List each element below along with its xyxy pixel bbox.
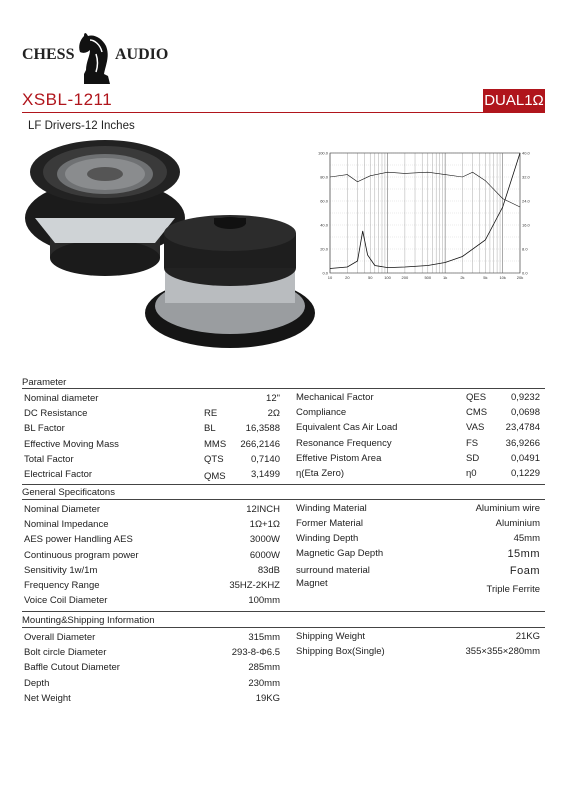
y-right-tick: 16.0 <box>522 222 530 228</box>
param-symbol: BL <box>204 423 216 435</box>
param-label: BL Factor <box>24 423 65 435</box>
param-symbol: RE <box>204 408 218 420</box>
brand-logo <box>22 30 169 90</box>
mounting-heading: Mounting&Shipping Information <box>22 615 155 626</box>
spec-value: 1Ω+1Ω <box>249 519 280 531</box>
x-tick: 2k <box>460 275 465 280</box>
spec-value: Triple Ferrite <box>486 584 540 595</box>
mount-label: Shipping Box(Single) <box>296 646 385 658</box>
y-right-tick: 8.0 <box>522 246 528 252</box>
param-symbol: SD <box>466 452 480 464</box>
param-value: 36,9266 <box>505 437 540 449</box>
spec-value: 3000W <box>249 534 280 546</box>
param-value: 3,1499 <box>250 469 280 480</box>
y-left-tick: 0.0 <box>322 270 328 276</box>
spec-label: Former Material <box>296 518 364 529</box>
mount-value: 21KG <box>515 631 540 642</box>
spec-value: 15mm <box>507 548 540 560</box>
x-tick: 50 <box>368 275 373 280</box>
x-tick: 1k <box>442 275 448 280</box>
param-label: Electrical Factor <box>24 469 93 480</box>
spec-label: Winding Depth <box>296 533 359 544</box>
param-symbol: VAS <box>466 422 485 434</box>
graph-series <box>330 153 520 269</box>
param-label: Resonance Frequency <box>296 437 392 449</box>
y-right-tick: 32.0 <box>522 174 530 180</box>
mount-value: 355×355×280mm <box>465 646 540 658</box>
spl-curve <box>330 172 520 207</box>
spec-value: 6000W <box>249 549 280 561</box>
x-tick: 20 <box>345 275 350 280</box>
y-left-tick: 100.0 <box>317 150 328 156</box>
spec-value: 45mm <box>513 533 540 544</box>
spec-label: Nominal Impedance <box>24 519 109 531</box>
param-symbol: η0 <box>466 468 477 479</box>
param-value: 12" <box>266 393 280 404</box>
speaker-photo <box>15 138 315 348</box>
spec-label: AES power Handling AES <box>24 534 133 546</box>
y-left-tick: 60.0 <box>320 198 328 204</box>
x-tick: 10 <box>327 275 333 280</box>
mount-value: 293-8-Φ6.5 <box>231 647 280 659</box>
mounting-top-rule <box>22 611 545 612</box>
x-tick: 10k <box>499 275 506 280</box>
param-label: Equivalent Cas Air Load <box>296 422 398 434</box>
header-divider <box>22 112 545 113</box>
param-value: 0,1229 <box>510 468 540 479</box>
spec-value: 100mm <box>248 595 280 607</box>
spec-value: Aluminium wire <box>475 503 540 514</box>
x-tick: 100 <box>384 275 391 280</box>
product-subtitle: LF Drivers-12 Inches <box>28 120 135 132</box>
mount-label: Overall Diameter <box>24 632 96 643</box>
impedance-badge: DUAL1Ω <box>483 89 545 113</box>
param-label: Compliance <box>296 407 347 419</box>
x-tick: 200 <box>401 275 409 280</box>
param-value: 0,7140 <box>250 453 280 465</box>
model-title: XSBL-1211 <box>22 90 113 109</box>
spec-value: Foam <box>509 565 540 577</box>
param-value: 16,3588 <box>245 423 280 435</box>
param-value: 2Ω <box>267 408 280 420</box>
spec-value: Aluminium <box>495 518 540 529</box>
general-rule <box>22 499 545 500</box>
param-symbol: QMS <box>204 471 226 482</box>
mount-value: 285mm <box>248 662 280 674</box>
param-symbol: QES <box>466 392 487 403</box>
mount-label: Net Weight <box>24 692 71 704</box>
mount-label: Shipping Weight <box>296 631 366 642</box>
mount-value: 230mm <box>248 677 280 689</box>
param-label: Nominal diameter <box>24 393 99 404</box>
response-graph <box>312 143 530 293</box>
param-symbol: QTS <box>204 453 224 465</box>
general-heading: General Specificatons <box>22 487 115 498</box>
spec-label: Voice Coil Diameter <box>24 595 108 607</box>
impedance-curve <box>330 153 520 269</box>
param-symbol: FS <box>466 437 479 449</box>
y-right-tick: 40.0 <box>522 150 530 156</box>
param-label: Mechanical Factor <box>296 392 374 403</box>
y-left-tick: 80.0 <box>320 174 328 180</box>
x-tick: 20k <box>516 275 524 280</box>
spec-label: Frequency Range <box>24 580 100 591</box>
spec-label: surround material <box>296 565 370 576</box>
param-symbol: MMS <box>204 438 227 450</box>
mount-label: Bolt circle Diameter <box>24 647 107 659</box>
spec-label: Winding Material <box>296 503 367 514</box>
param-value: 266,2146 <box>240 438 280 450</box>
spec-value: 35HZ-2KHZ <box>229 580 280 591</box>
spec-label: Nominal Diameter <box>24 504 101 515</box>
x-tick: 5k <box>483 275 488 280</box>
mount-value: 315mm <box>248 632 280 643</box>
param-symbol: CMS <box>466 407 488 419</box>
mount-label: Baffle Cutout Diameter <box>24 662 120 674</box>
parameter-heading: Parameter <box>22 377 67 388</box>
mount-label: Depth <box>24 677 50 689</box>
parameter-rule <box>22 388 545 389</box>
param-value: 0,0491 <box>510 452 540 464</box>
param-label: η(Eta Zero) <box>296 468 345 479</box>
param-label: Effective Moving Mass <box>24 438 119 450</box>
mounting-rule <box>22 627 545 628</box>
y-left-tick: 40.0 <box>320 222 328 228</box>
param-value: 0,0698 <box>510 407 540 419</box>
param-label: Effetive Pistom Area <box>296 452 382 464</box>
general-top-rule <box>22 484 545 485</box>
spec-value: 83dB <box>257 564 280 576</box>
param-label: Total Factor <box>24 453 74 465</box>
spec-value: 12INCH <box>246 504 280 515</box>
y-right-tick: 0.0 <box>522 270 528 276</box>
spec-label: Continuous program power <box>24 549 139 561</box>
x-tick: 500 <box>424 275 432 280</box>
y-left-tick: 20.0 <box>320 246 328 252</box>
mount-value: 19KG <box>255 692 280 704</box>
param-label: DC Resistance <box>24 408 88 420</box>
spec-label: Magnet <box>296 578 328 589</box>
brand-left: CHESS <box>22 46 75 63</box>
param-value: 0,9232 <box>510 392 540 403</box>
chess-knight-icon <box>76 30 116 86</box>
spec-label: Sensitivity 1w/1m <box>24 564 98 576</box>
y-right-tick: 24.0 <box>522 198 530 204</box>
brand-right: AUDIO <box>115 46 169 63</box>
param-value: 23,4784 <box>505 422 540 434</box>
spec-label: Magnetic Gap Depth <box>296 548 384 559</box>
